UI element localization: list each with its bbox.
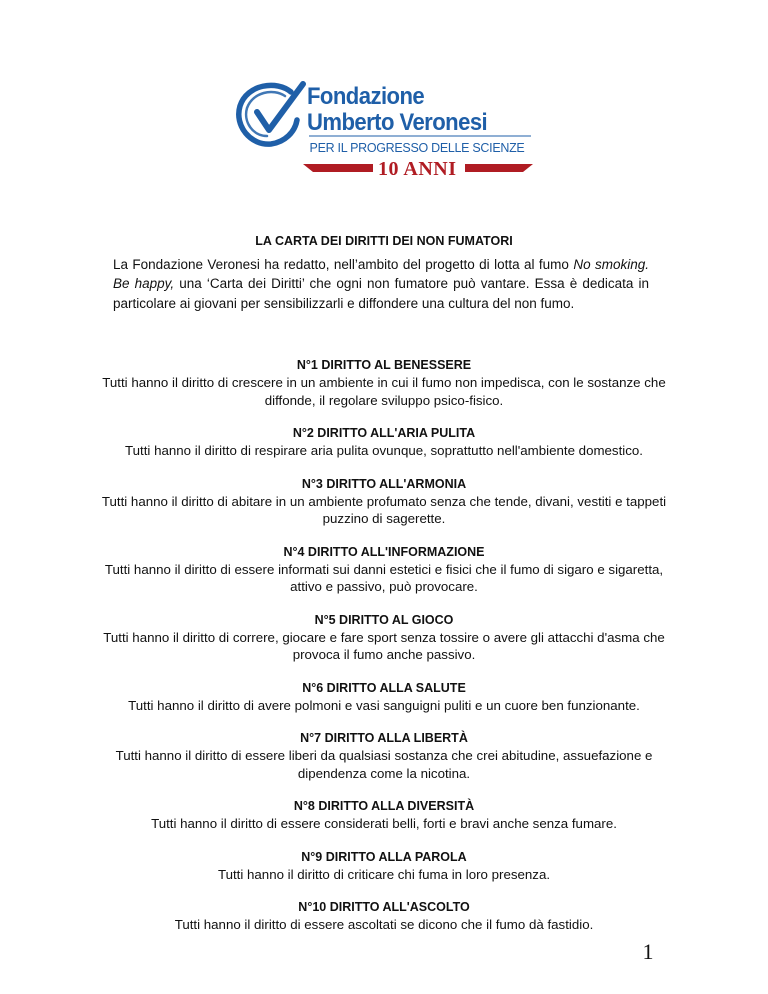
right-item-1 <box>96 357 672 409</box>
intro-text-end: una ‘Carta dei Diritti’ che ogni non fumatore può vantare. Essa è dedicata in particolare ai giovani per sensibilizzarli e diffondere una cultura del non fumo. <box>113 276 650 311</box>
right-item-6 <box>96 680 672 715</box>
intro-text-start: La Fondazione Veronesi ha redatto, nell’ambito del progetto di lotta al fumo <box>113 257 574 272</box>
right-heading: N°5 DIRITTO AL GIOCO <box>314 612 454 627</box>
right-item-7 <box>96 730 672 782</box>
right-heading: N°8 DIRITTO ALLA DIVERSITÀ <box>293 799 475 813</box>
right-text: Tutti hanno il diritto di criticare chi fuma in loro presenza. <box>217 866 551 882</box>
logo-tagline: PER IL PROGRESSO DELLE SCIENZE <box>309 140 525 155</box>
right-item-9 <box>96 849 672 884</box>
right-heading: N°3 DIRITTO ALL'ARMONIA <box>301 476 467 491</box>
page-number: 1 <box>642 939 654 964</box>
right-item-10 <box>96 899 672 934</box>
logo-anniversary: 10 ANNI <box>378 158 457 180</box>
intro-paragraph <box>113 255 649 313</box>
right-text: Tutti hanno il diritto di abitare in un ambiente profumato senza che tende, divani, vestiti e tappeti puzzino di sagerette. <box>101 493 667 526</box>
right-text: Tutti hanno il diritto di essere informati sui danni estetici e fisici che il fumo di sigaro e sigaretta, attivo e passivo, può provocare. <box>104 561 664 594</box>
right-item-5 <box>96 612 672 664</box>
right-text: Tutti hanno il diritto di correre, giocare e fare sport senza tossire o avere gli attacchi d'asma che provoca il fumo anche passivo. <box>103 629 665 662</box>
right-text: Tutti hanno il diritto di essere liberi da qualsiasi sostanza che crei abitudine, assuefazione e dipendenza come la nicotina. <box>115 748 653 781</box>
right-text: Tutti hanno il diritto di avere polmoni e vasi sanguigni puliti e un cuore ben funzionante. <box>128 697 640 713</box>
right-heading: N°6 DIRITTO ALLA SALUTE <box>302 680 466 695</box>
right-text: Tutti hanno il diritto di essere considerati belli, forti e bravi anche senza fumare. <box>151 816 617 831</box>
right-item-4 <box>96 544 672 596</box>
logo-line-2: Umberto Veronesi <box>307 109 488 136</box>
right-heading: N°7 DIRITTO ALLA LIBERTÀ <box>300 731 468 745</box>
right-heading: N°4 DIRITTO ALL'INFORMAZIONE <box>283 544 485 559</box>
right-item-2 <box>96 425 672 460</box>
right-text: Tutti hanno il diritto di crescere in un ambiente in cui il fumo non impedisca, con le sostanze che diffonde, il regolare sviluppo psico-fisico. <box>102 375 666 408</box>
right-heading: N°1 DIRITTO AL BENESSERE <box>296 358 472 372</box>
document-title: LA CARTA DEI DIRITTI DEI NON FUMATORI <box>255 234 513 248</box>
project-name: No smoking. Be happy, <box>113 257 650 292</box>
rights-list <box>96 357 672 950</box>
right-text: Tutti hanno il diritto di respirare aria pulita ovunque, soprattutto nell'ambiente domestico. <box>125 443 643 458</box>
foundation-logo <box>233 78 533 182</box>
right-text: Tutti hanno il diritto di essere ascoltati se dicono che il fumo dà fastidio. <box>174 917 594 932</box>
right-heading: N°10 DIRITTO ALL'ASCOLTO <box>298 900 470 914</box>
right-item-8 <box>96 798 672 833</box>
right-heading: N°9 DIRITTO ALLA PAROLA <box>301 849 467 864</box>
right-heading: N°2 DIRITTO ALL'ARIA PULITA <box>292 426 476 440</box>
logo-line-1: Fondazione <box>307 83 425 110</box>
right-item-3 <box>96 476 672 528</box>
